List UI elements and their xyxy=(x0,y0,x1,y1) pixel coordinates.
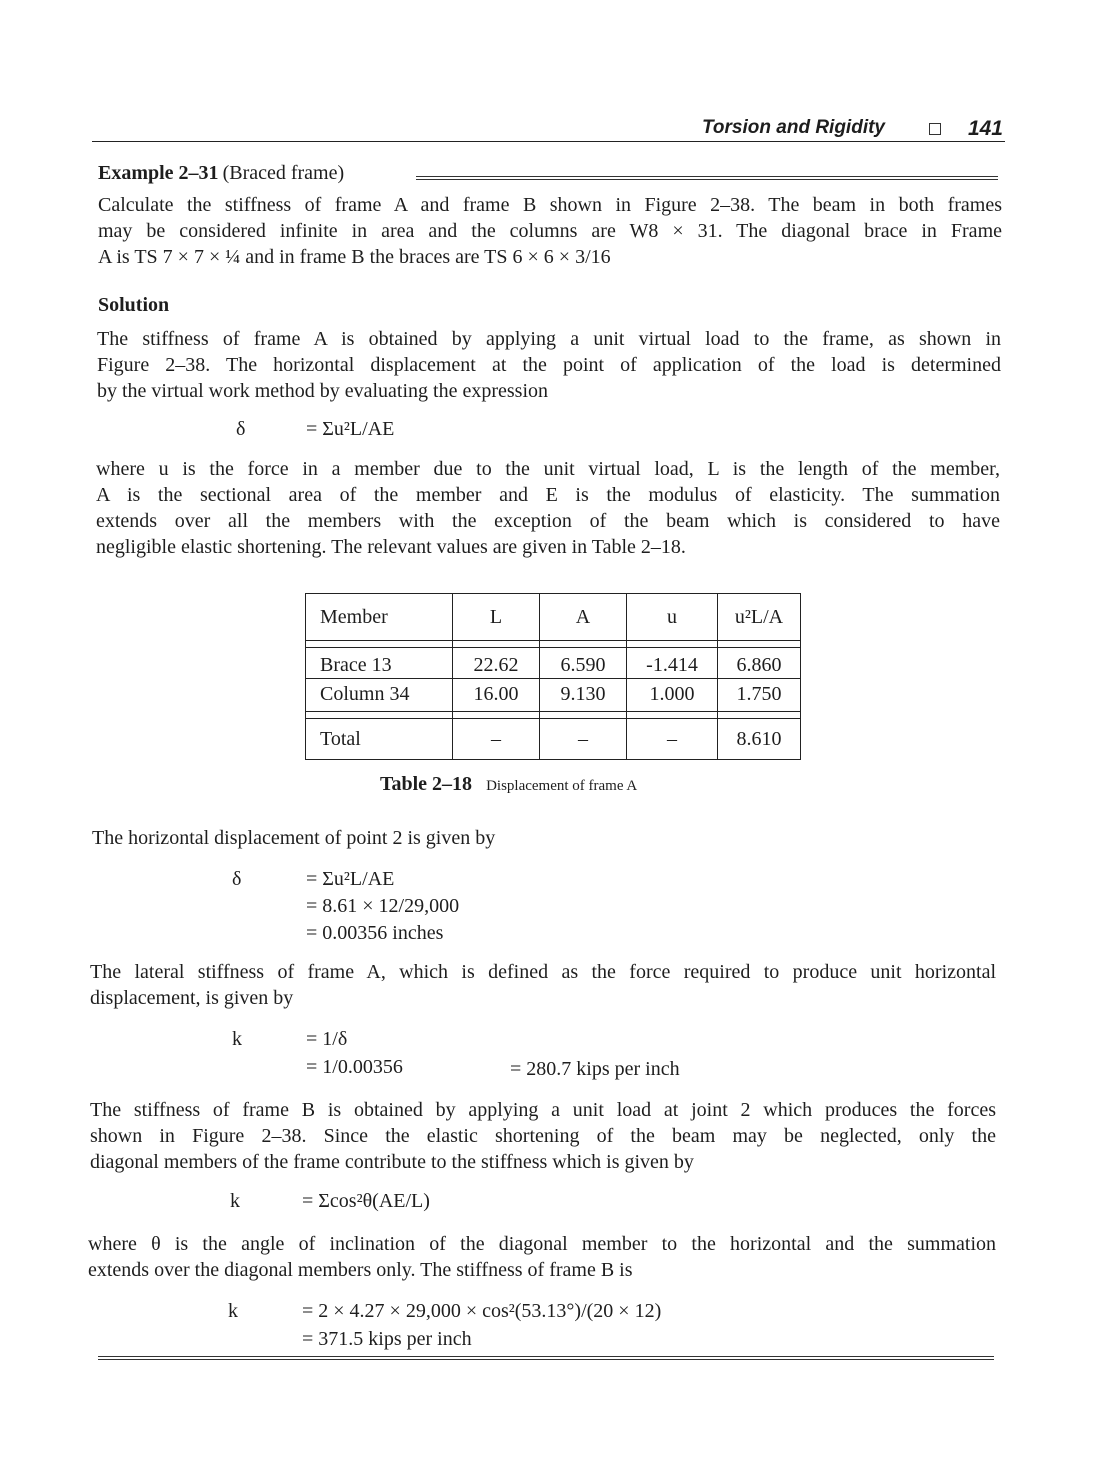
paragraph-line: where θ is the angle of inclination of the diagonal member to the horizontal and the summation xyxy=(88,1233,996,1255)
equation-lhs: k xyxy=(230,1190,240,1212)
equation-lateral xyxy=(0,1026,1102,1082)
lateral-paragraph xyxy=(90,959,996,1011)
table-row xyxy=(306,648,801,679)
table-caption xyxy=(380,773,637,796)
paragraph-line: Figure 2–38. The horizontal displacement at the point of application of the load is determined xyxy=(97,354,1001,376)
equation-line: = 2 × 4.27 × 29,000 × cos²(53.13°)/(20 × 12) xyxy=(302,1300,662,1322)
example-heading xyxy=(98,162,998,190)
cell-total-u2l-a: 8.610 xyxy=(718,719,801,760)
example-number: Example 2–31 xyxy=(98,162,219,184)
equation-delta xyxy=(0,416,1102,444)
statement-line: may be considered infinite in area and the columns are W8 × 31. The diagonal brace in Frame xyxy=(98,220,1002,242)
paragraph-line: diagonal members of the frame contribute to the stiffness which is given by xyxy=(90,1151,694,1173)
cell-total-a: – xyxy=(540,719,627,760)
equation-line: = 371.5 kips per inch xyxy=(302,1328,472,1350)
equation-result: = 280.7 kips per inch xyxy=(510,1058,680,1080)
column-header-u: u xyxy=(627,594,718,641)
paragraph-line: The stiffness of frame B is obtained by applying a unit load at joint 2 which produces the forces xyxy=(90,1099,996,1121)
theta-paragraph xyxy=(88,1231,996,1283)
equation-line: = Σu²L/AE xyxy=(306,868,395,890)
footer-rule xyxy=(98,1356,994,1360)
equation-lhs: δ xyxy=(232,868,242,890)
cell-l: 16.00 xyxy=(453,679,540,712)
paragraph-line: displacement, is given by xyxy=(90,987,294,1009)
where-paragraph xyxy=(96,456,1000,560)
equation-theta xyxy=(0,1298,1102,1354)
table-caption-label: Table 2–18 xyxy=(380,773,473,795)
column-header-member: Member xyxy=(306,594,453,641)
column-header-l: L xyxy=(453,594,540,641)
equation-line: = 8.61 × 12/29,000 xyxy=(306,895,460,917)
cell-u: -1.414 xyxy=(627,648,718,679)
paragraph-line: where u is the force in a member due to the unit virtual load, L is the length of the member, xyxy=(96,458,1000,480)
equation-line: = 1/δ xyxy=(306,1028,348,1050)
equation-line: = 0.00356 inches xyxy=(306,922,444,944)
cell-u2l-a: 1.750 xyxy=(718,679,801,712)
heading-rule xyxy=(416,176,998,180)
cell-member: Brace 13 xyxy=(306,648,453,679)
paragraph-line: negligible elastic shortening. The relevant values are given in Table 2–18. xyxy=(96,536,686,558)
equation-displacement xyxy=(0,866,1102,948)
cell-member: Column 34 xyxy=(306,679,453,712)
box-icon xyxy=(929,123,941,135)
equation-rhs: = Σcos²θ(AE/L) xyxy=(302,1190,430,1212)
running-title: Torsion and Rigidity xyxy=(698,117,885,139)
table-row xyxy=(306,679,801,712)
cell-l: 22.62 xyxy=(453,648,540,679)
paragraph-line: The lateral stiffness of frame A, which is defined as the force required to produce unit horizontal xyxy=(90,961,996,983)
cell-total-label: Total xyxy=(306,719,453,760)
solution-intro xyxy=(97,326,1001,404)
statement-line: Calculate the stiffness of frame A and frame B shown in Figure 2–38. The beam in both frames xyxy=(98,194,1002,216)
displacement-table xyxy=(305,593,801,760)
cell-total-u: – xyxy=(627,719,718,760)
column-header-u2l-a: u²L/A xyxy=(718,594,801,641)
example-subtitle: (Braced frame) xyxy=(222,162,345,184)
equation-frame-b xyxy=(0,1188,1102,1216)
equation-lhs: k xyxy=(232,1028,242,1050)
paragraph-line: extends over all the members with the exception of the beam which is considered to have xyxy=(96,510,1000,532)
problem-statement xyxy=(98,192,1002,270)
paragraph-line: by the virtual work method by evaluating the expression xyxy=(97,380,549,402)
paragraph-line: The stiffness of frame A is obtained by applying a unit virtual load to the frame, as shown in xyxy=(97,328,1001,350)
equation-line: = 1/0.00356 xyxy=(306,1056,403,1078)
column-header-a: A xyxy=(540,594,627,641)
paragraph-line: A is the sectional area of the member and E is the modulus of elasticity. The summation xyxy=(96,484,1000,506)
statement-line: A is TS 7 × 7 × ¼ and in frame B the braces are TS 6 × 6 × 3/16 xyxy=(98,246,611,268)
running-header xyxy=(92,117,1005,142)
table-caption-text: Displacement of frame A xyxy=(486,778,638,794)
equation-lhs: δ xyxy=(236,418,246,440)
paragraph-line: shown in Figure 2–38. Since the elastic shortening of the beam may be neglected, only the xyxy=(90,1125,996,1147)
paragraph-line: extends over the diagonal members only. The stiffness of frame B is xyxy=(88,1259,633,1281)
solution-heading: Solution xyxy=(98,294,170,316)
cell-a: 6.590 xyxy=(540,648,627,679)
equation-rhs: = Σu²L/AE xyxy=(306,418,395,440)
table-total-row xyxy=(306,719,801,760)
cell-a: 9.130 xyxy=(540,679,627,712)
table-header-row xyxy=(306,594,801,641)
equation-lhs: k xyxy=(228,1300,238,1322)
page-number: 141 xyxy=(967,117,1003,140)
cell-u2l-a: 6.860 xyxy=(718,648,801,679)
cell-u: 1.000 xyxy=(627,679,718,712)
displacement-intro: The horizontal displacement of point 2 is given by xyxy=(92,827,496,849)
cell-total-l: – xyxy=(453,719,540,760)
frame-b-paragraph xyxy=(90,1097,996,1175)
